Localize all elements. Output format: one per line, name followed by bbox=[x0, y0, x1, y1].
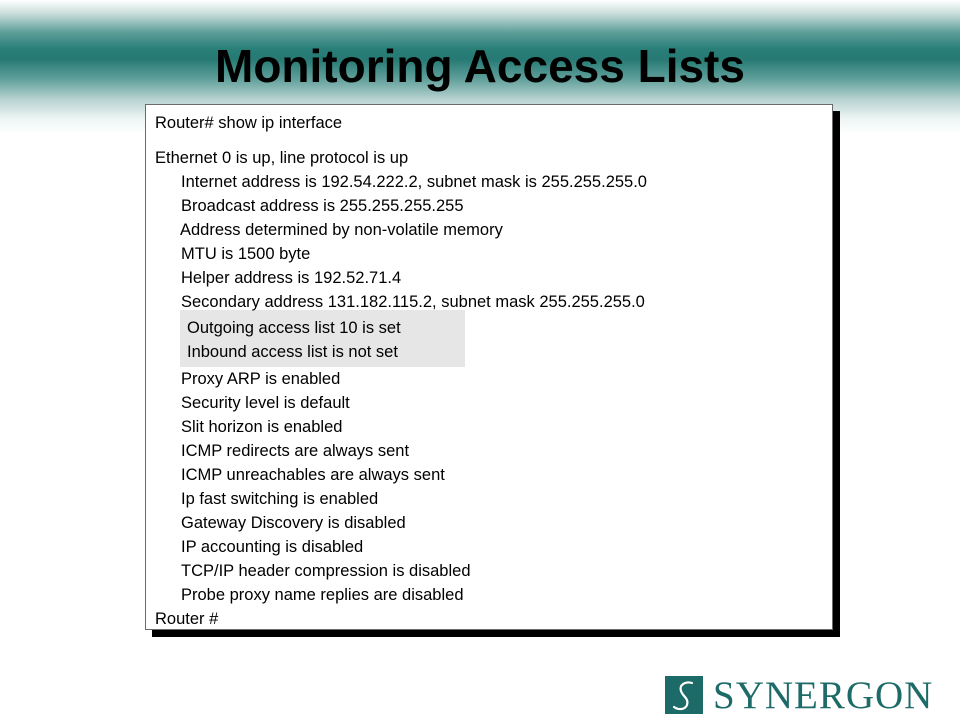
console-line-split-horizon: Slit horizon is enabled bbox=[181, 418, 343, 436]
console-line-broadcast-address: Broadcast address is 255.255.255.255 bbox=[181, 197, 464, 215]
console-line-outgoing-access-list: Outgoing access list 10 is set bbox=[187, 319, 401, 337]
console-line-proxy-arp: Proxy ARP is enabled bbox=[181, 370, 341, 388]
console-line-security-level: Security level is default bbox=[181, 394, 350, 412]
console-line-fast-switching: Ip fast switching is enabled bbox=[181, 490, 379, 508]
console-line-prompt: Router # bbox=[155, 610, 219, 628]
console-line-ip-accounting: IP accounting is disabled bbox=[181, 538, 364, 556]
slide-title: Monitoring Access Lists bbox=[215, 40, 745, 92]
console-line-address-determined: Address determined by non-volatile memory bbox=[180, 221, 503, 239]
console-line-icmp-unreachables: ICMP unreachables are always sent bbox=[181, 466, 445, 484]
console-line-command: Router# show ip interface bbox=[155, 114, 343, 132]
console-line-probe-proxy: Probe proxy name replies are disabled bbox=[181, 586, 464, 604]
console-line-internet-address: Internet address is 192.54.222.2, subnet mask is 255.255.255.0 bbox=[181, 173, 647, 191]
console-line-header-compression: TCP/IP header compression is disabled bbox=[181, 562, 471, 580]
console-line-interface-status: Ethernet 0 is up, line protocol is up bbox=[155, 149, 409, 167]
console-line-secondary-address: Secondary address 131.182.115.2, subnet mask 255.255.255.0 bbox=[181, 293, 645, 311]
console-output-panel bbox=[145, 104, 833, 630]
console-line-mtu: MTU is 1500 byte bbox=[181, 245, 311, 263]
console-line-icmp-redirects: ICMP redirects are always sent bbox=[181, 442, 410, 460]
console-line-gateway-discovery: Gateway Discovery is disabled bbox=[181, 514, 406, 532]
logo-wordmark: SYNERGON bbox=[713, 674, 934, 717]
synergon-s-logo-icon bbox=[665, 676, 703, 714]
console-line-inbound-access-list: Inbound access list is not set bbox=[187, 343, 398, 361]
console-line-helper-address: Helper address is 192.52.71.4 bbox=[181, 269, 402, 287]
